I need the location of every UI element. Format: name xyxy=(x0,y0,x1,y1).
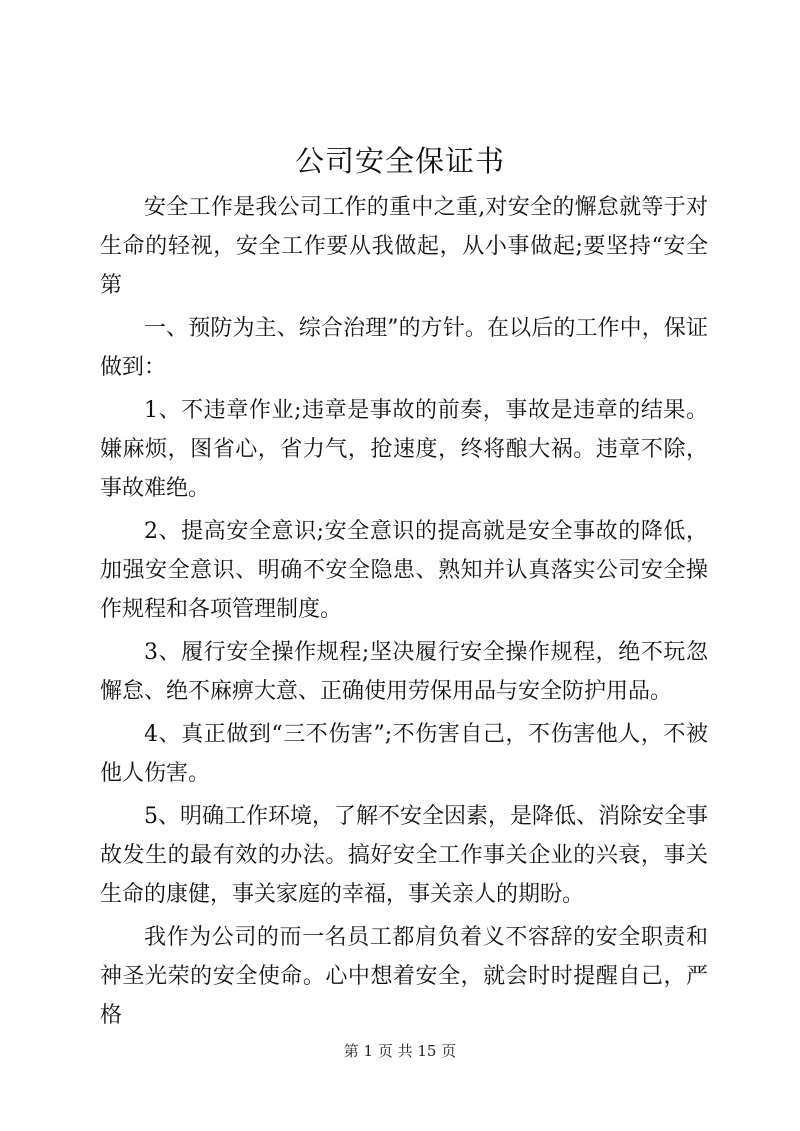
document-title: 公司安全保证书 xyxy=(294,144,505,178)
paragraph-item-4: 4、真正做到“三不伤害”;不伤害自己，不伤害他人，不被他人伤害。 xyxy=(100,722,708,786)
paragraph-intro-1: 安全工作是我公司工作的重中之重,对安全的懈怠就等于对生命的轻视，安全工作要从我做起，从小事做起;要坚持“安全第 xyxy=(100,195,708,298)
paragraph-item-3: 3、履行安全操作规程;坚决履行安全操作规程，绝不玩忽懈怠、绝不麻痹大意、正确使用劳保用品与安全防护用品。 xyxy=(100,640,708,704)
paragraph-item-1: 1、不违章作业;违章是事故的前奏，事故是违章的结果。嫌麻烦，图省心，省力气，抢速度，终将酿大祸。违章不除，事故难绝。 xyxy=(100,398,708,501)
paragraph-item-5: 5、明确工作环境，了解不安全因素，是降低、消除安全事故发生的最有效的办法。搞好安全工作事关企业的兴衰，事关生命的康健，事关家庭的幸福，事关亲人的期盼。 xyxy=(100,804,708,907)
document-body xyxy=(100,188,708,1039)
paragraph-intro-2: 一、预防为主、综合治理”的方针。在以后的工作中，保证做到： xyxy=(100,316,708,380)
page-footer: 第 1 页 共 15 页 xyxy=(343,1042,457,1060)
paragraph-item-2: 2、提高安全意识;安全意识的提高就是安全事故的降低，加强安全意识、明确不安全隐患、熟知并认真落实公司安全操作规程和各项管理制度。 xyxy=(100,519,708,622)
paragraph-closing: 我作为公司的而一名员工都肩负着义不容辞的安全职责和神圣光荣的安全使命。心中想着安全，就会时时提醒自己，严格 xyxy=(100,925,708,1028)
